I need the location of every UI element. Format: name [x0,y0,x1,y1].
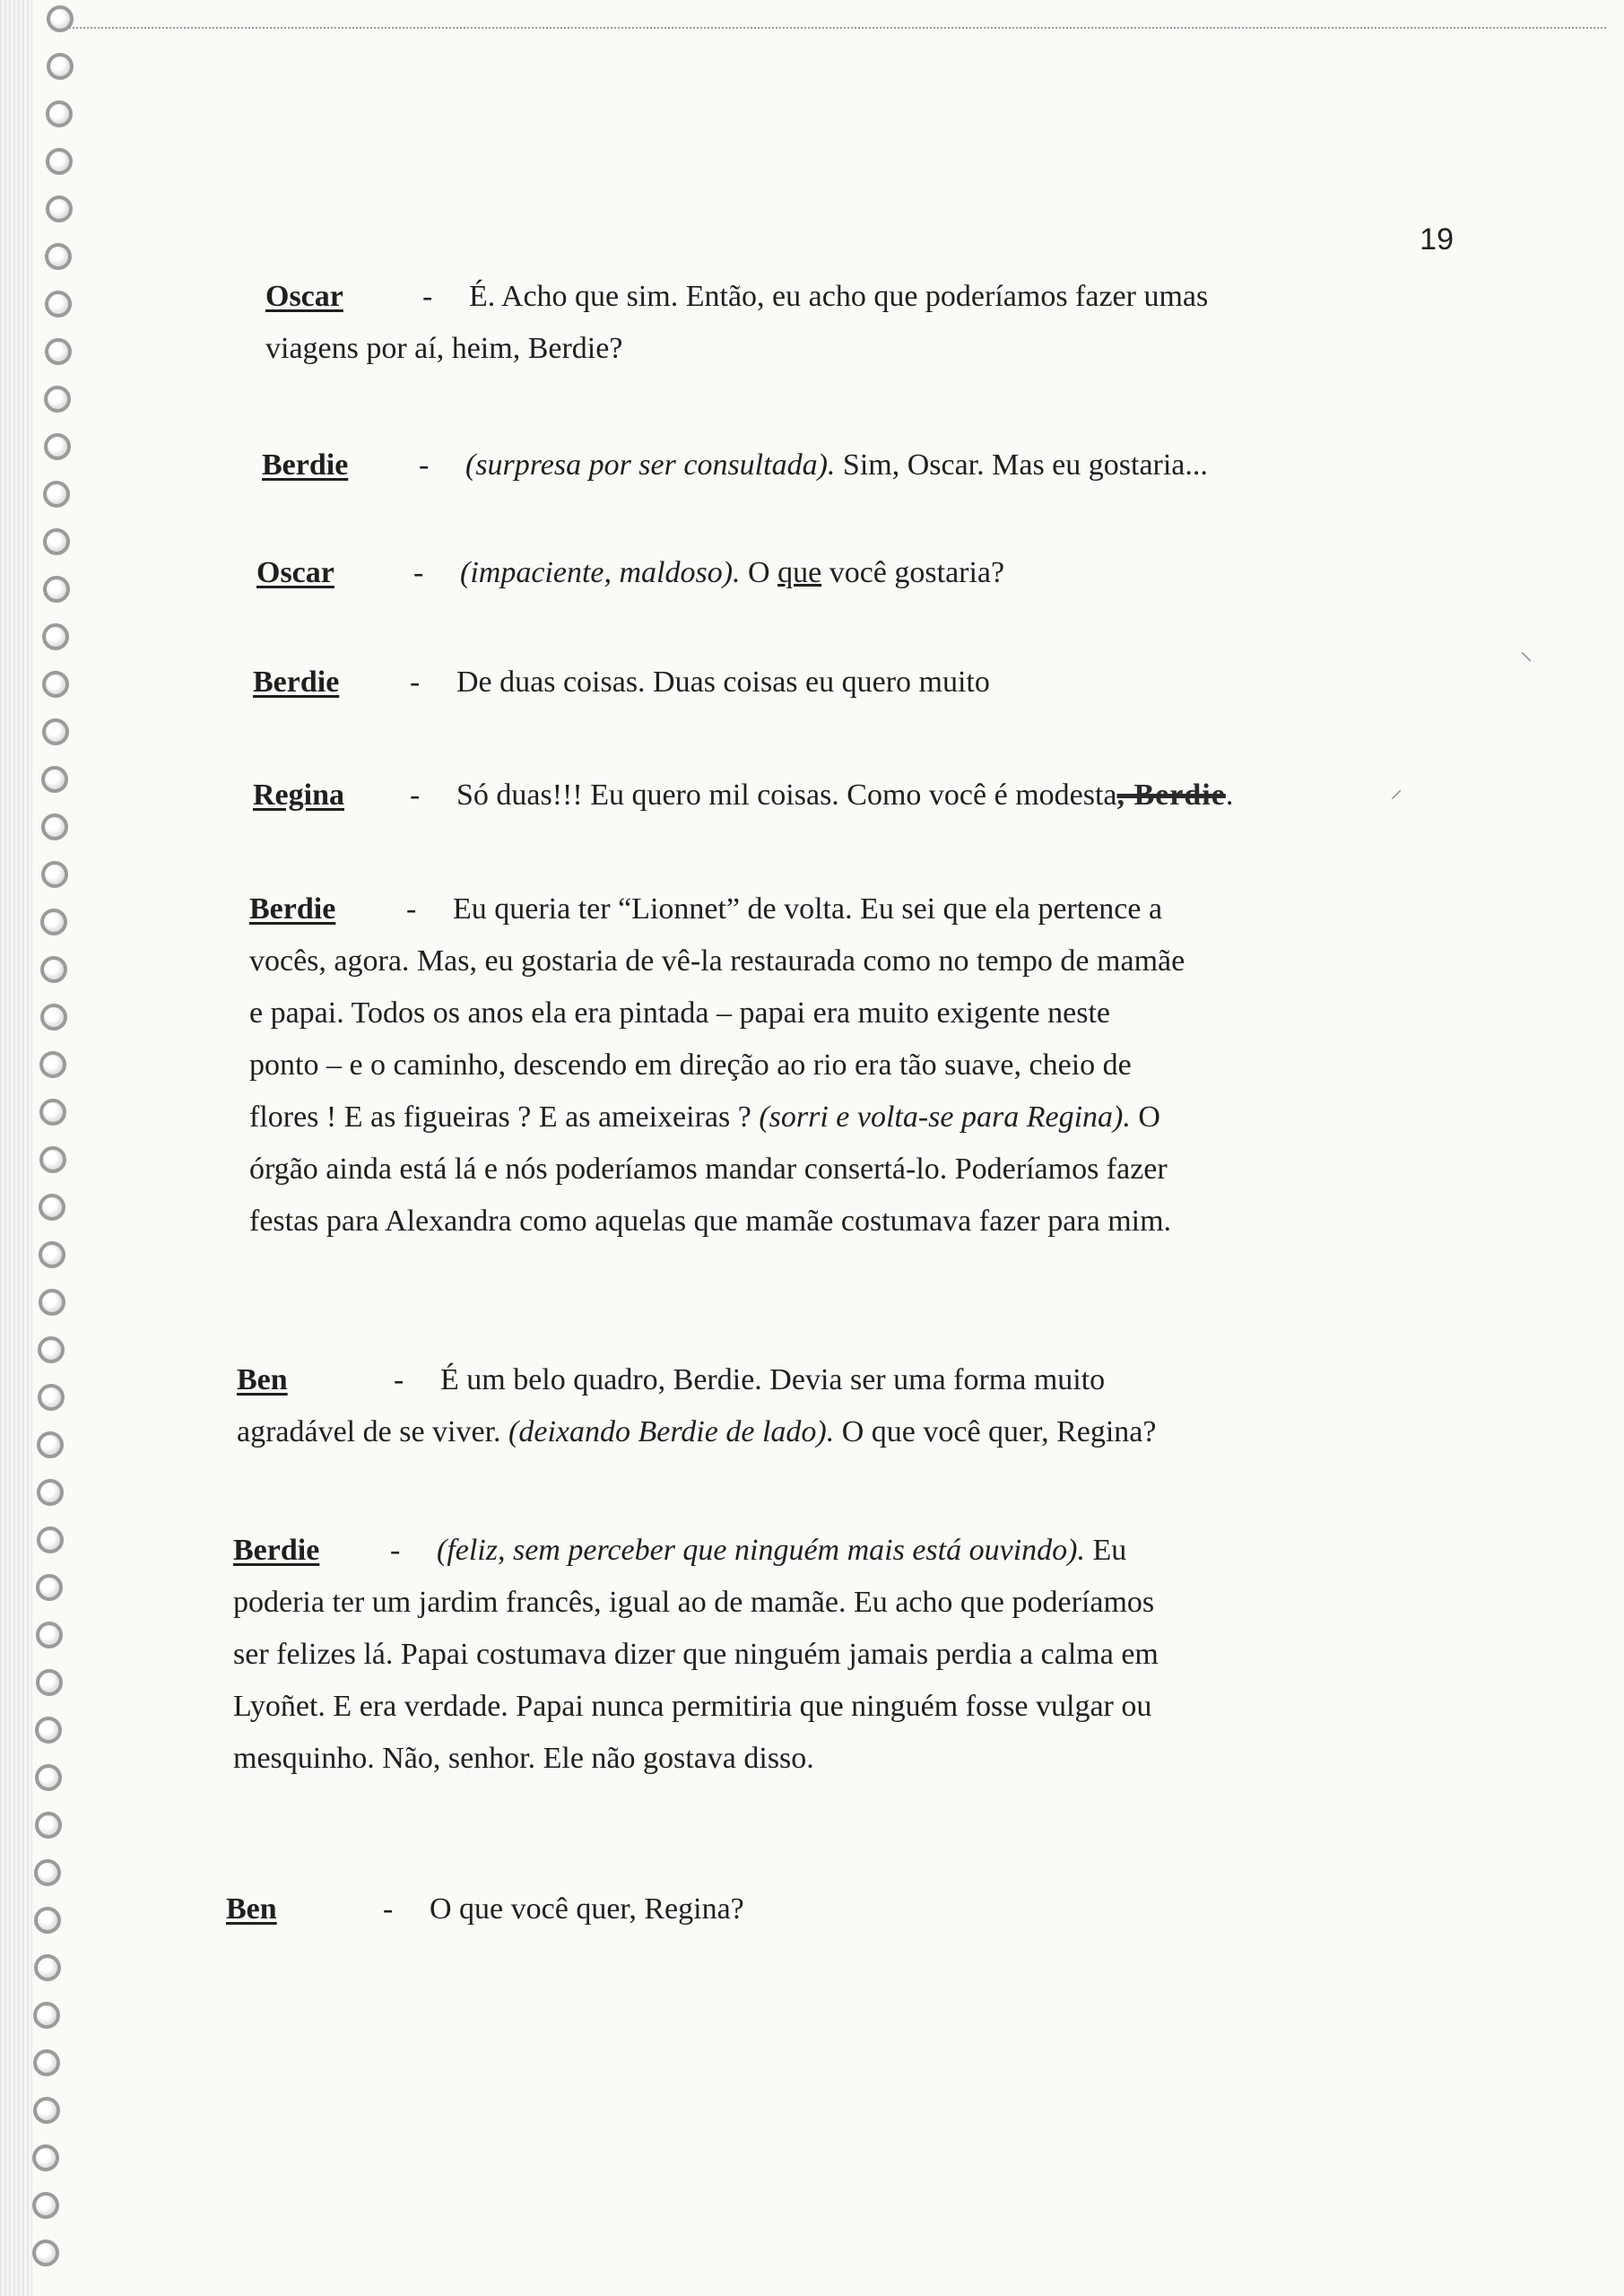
binding-ring [46,148,73,175]
dialogue-line [249,1091,1433,1144]
dialogue-line [249,935,1433,987]
stage-direction: (sorri e volta-se para Regina). [759,1100,1131,1134]
binding-ring [40,956,67,983]
page-number: 19 [1420,222,1454,257]
binding-ring [34,1907,61,1934]
dialogue-text: . [1225,778,1234,812]
dialogue-line [233,1733,1417,1785]
speaker-name: Berdie [233,1534,320,1567]
binding-ring [34,1954,61,1981]
dialogue-dash: - [410,665,421,699]
stray-mark: ⸌ [1520,648,1533,675]
binding-ring [35,1717,62,1744]
dialogue-text: órgão ainda está lá e nós poderíamos mandar consertá-lo. Poderíamos fazer [249,1152,1168,1186]
dialogue-line [265,271,1449,323]
binding-ring [33,2049,60,2076]
binding-ring [39,1146,66,1173]
dialogue-line [233,1681,1417,1733]
binding-ring [42,671,69,698]
binding-ring [43,528,70,555]
dialogue-text: ponto – e o caminho, descendo em direção ao rio era tão suave, cheio de [249,1048,1132,1082]
binding-ring [38,1384,65,1411]
binding-ring [41,861,68,888]
binding-ring [34,1859,61,1886]
dialogue-text: É um belo quadro, Berdie. Devia ser uma forma muito [440,1363,1106,1396]
dialogue-entry [233,1525,1417,1785]
dialogue-line [233,1629,1417,1681]
binding-ring [37,1431,64,1458]
binding-ring [32,2192,59,2219]
dialogue-line [262,439,1446,491]
dialogue-line [249,883,1433,935]
dialogue-text: De duas coisas. Duas coisas eu quero muito [456,665,990,699]
dialogue-text: É. Acho que sim. Então, eu acho que poderíamos fazer umas [469,280,1209,313]
emphasized-word: que [777,556,822,589]
dialogue-dash: - [419,448,430,482]
dialogue-entry [226,1883,1410,1935]
binding-ring [46,100,73,127]
speaker-name: Berdie [262,448,349,482]
speaker-name: Berdie [253,665,340,699]
dialogue-line [249,1144,1433,1196]
dialogue-text: Lyoñet. E era verdade. Papai nunca permitiria que ninguém fosse vulgar ou [233,1690,1152,1723]
dialogue-text: viagens por aí, heim, Berdie? [265,332,623,365]
dialogue-text: O [740,556,778,589]
binding-ring [42,623,69,650]
dialogue-text: mesquinho. Não, senhor. Ele não gostava disso. [233,1742,814,1775]
binding-ring [39,1289,65,1316]
binding-ring [42,718,69,745]
binding-ring [37,1526,64,1553]
dialogue-text: vocês, agora. Mas, eu gostaria de vê-la restaurada como no tempo de mamãe [249,944,1185,978]
dialogue-text: Sim, Oscar. Mas eu gostaria... [835,448,1208,482]
stage-direction: (deixando Berdie de lado). [508,1415,835,1448]
binding-ring [43,576,70,603]
dialogue-entry [265,271,1449,375]
dialogue-text: flores ! E as figueiras ? E as ameixeiras ? [249,1100,760,1134]
dialogue-line [249,987,1433,1039]
binding-ring [47,53,74,80]
dialogue-dash: - [410,778,421,812]
binding-ring [43,481,70,508]
dialogue-line [226,1883,1410,1935]
binding-ring [36,1669,63,1696]
dialogue-line [256,547,1440,599]
speaker-name: Oscar [256,556,334,589]
top-border [54,27,1606,29]
speaker-name: Berdie [249,892,336,926]
dialogue-line [253,770,1437,822]
speaker-name: Regina [253,778,344,812]
dialogue-dash: - [390,1534,401,1567]
dialogue-entry [253,770,1437,822]
stray-mark: ⸝ [1390,775,1403,803]
dialogue-entry [253,657,1437,709]
binding-ring [36,1622,63,1648]
binding-ring [37,1479,64,1506]
dialogue-entry [262,439,1446,491]
dialogue-text: agradável de se viver. [237,1415,509,1448]
binding-ring [45,243,72,270]
dialogue-line [237,1354,1420,1406]
dialogue-dash: - [413,556,424,589]
dialogue-text: ser felizes lá. Papai costumava dizer que ninguém jamais perdia a calma em [233,1638,1159,1671]
speaker-name: Oscar [265,280,343,313]
dialogue-line [233,1577,1417,1629]
binding-ring [44,386,71,413]
binding-edge [0,0,32,2296]
binding-ring [33,2097,60,2124]
dialogue-line [265,323,1449,375]
dialogue-entry [237,1354,1420,1458]
dialogue-text: Só duas!!! Eu quero mil coisas. Como você é modesta [456,778,1117,812]
binding-ring [45,338,72,365]
binding-ring [40,909,67,935]
binding-ring [35,1764,62,1791]
stage-direction: (impaciente, maldoso). [460,556,741,589]
dialogue-text: poderia ter um jardim francês, igual ao de mamãe. Eu acho que poderíamos [233,1586,1155,1619]
struck-out-text: , Berdie [1116,778,1226,812]
binding-ring [45,291,72,317]
stage-direction: (surpresa por ser consultada). [465,448,836,482]
dialogue-text: O que você quer, Regina? [430,1892,744,1926]
binding-ring [41,766,68,793]
dialogue-line [237,1406,1420,1458]
dialogue-line [249,1039,1433,1091]
dialogue-dash: - [406,892,417,926]
dialogue-text: O que você quer, Regina? [834,1415,1157,1448]
binding-ring [35,1812,62,1839]
binding-ring [47,5,74,32]
binding-ring [33,2002,60,2029]
dialogue-entry [256,547,1440,599]
dialogue-text: festas para Alexandra como aquelas que mamãe costumava fazer para mim. [249,1205,1172,1238]
binding-ring [39,1241,65,1268]
dialogue-text: O [1130,1100,1160,1134]
dialogue-text: Eu [1084,1534,1127,1567]
dialogue-dash: - [422,280,433,313]
binding-ring [39,1051,66,1078]
binding-ring [39,1194,65,1221]
spiral-binding [34,0,88,2296]
dialogue-dash: - [394,1363,404,1396]
binding-ring [39,1099,66,1126]
speaker-name: Ben [237,1363,288,1396]
binding-ring [44,433,71,460]
binding-ring [41,813,68,840]
binding-ring [38,1336,65,1363]
binding-ring [46,196,73,222]
dialogue-line [249,1196,1433,1248]
dialogue-dash: - [383,1892,394,1926]
dialogue-entry [249,883,1433,1248]
dialogue-line [253,657,1437,709]
speaker-name: Ben [226,1892,277,1926]
binding-ring [36,1574,63,1601]
binding-ring [32,2144,59,2171]
dialogue-line [233,1525,1417,1577]
dialogue-text: Eu queria ter “Lionnet” de volta. Eu sei que ela pertence a [453,892,1163,926]
dialogue-text: e papai. Todos os anos ela era pintada – papai era muito exigente neste [249,996,1110,1030]
binding-ring [40,1004,67,1031]
binding-ring [32,2239,59,2266]
dialogue-text: você gostaria? [821,556,1005,589]
stage-direction: (feliz, sem perceber que ninguém mais está ouvindo). [437,1534,1085,1567]
